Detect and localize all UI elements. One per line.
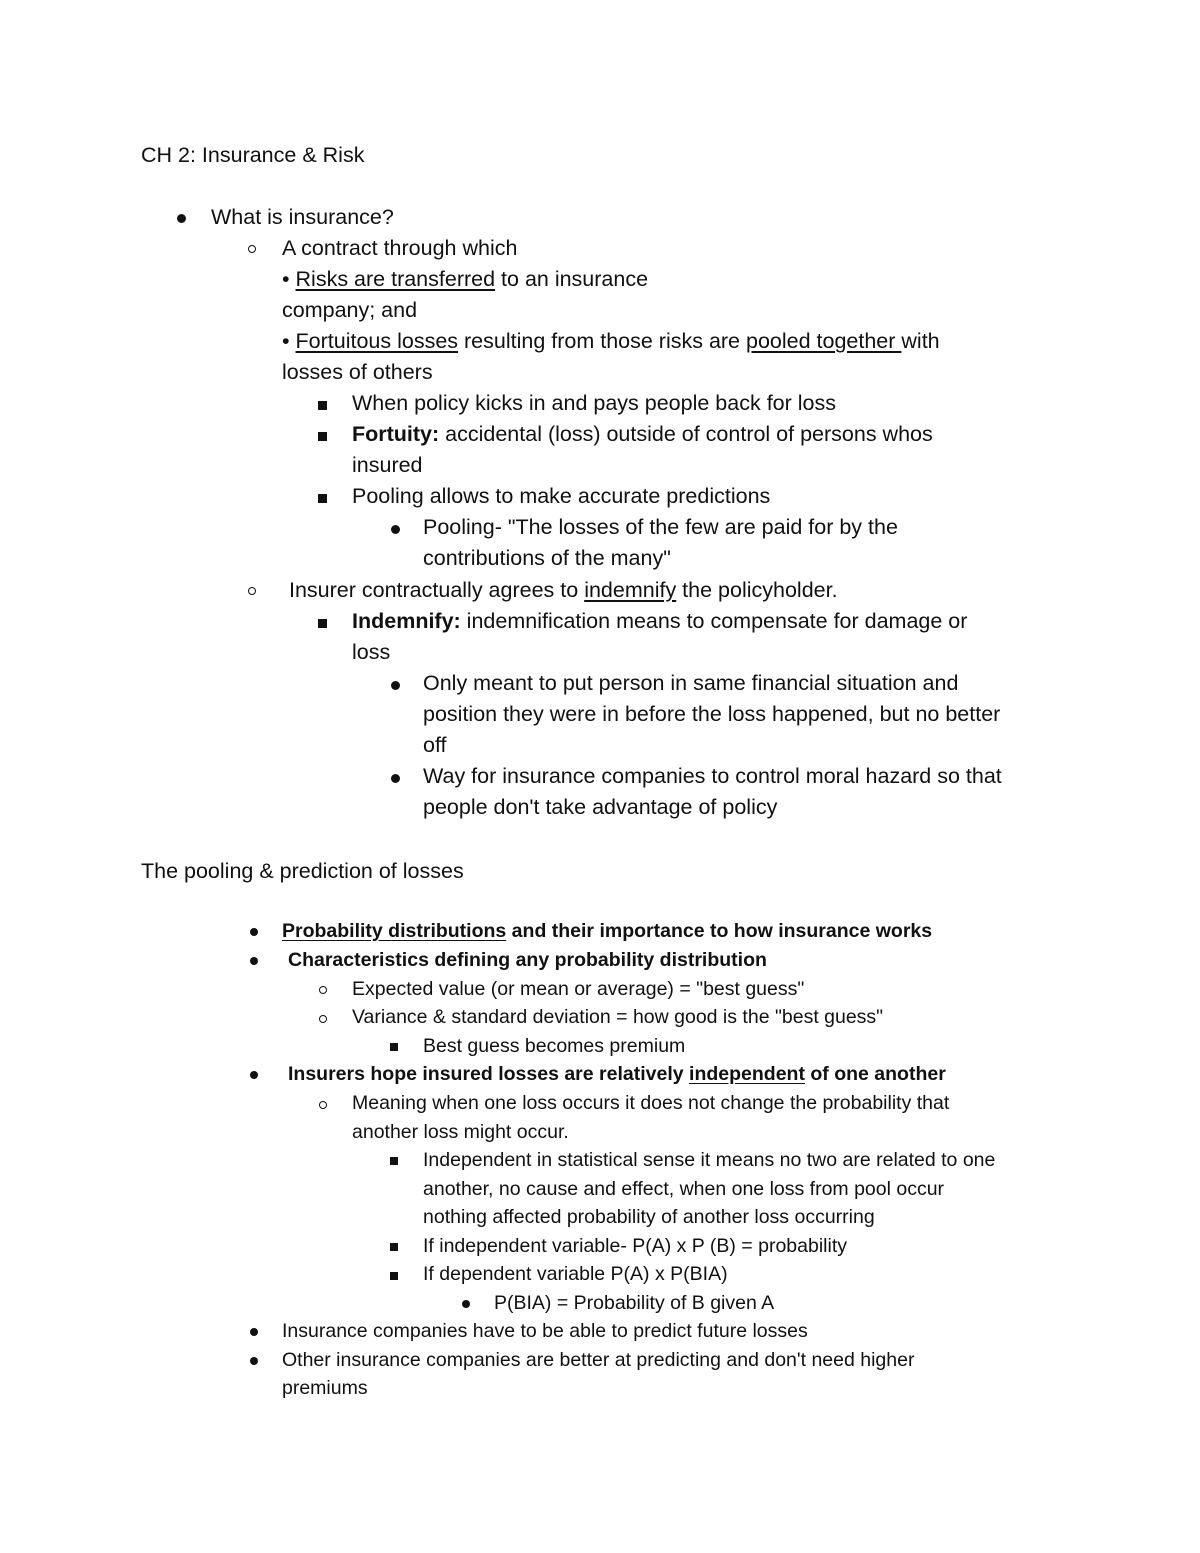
best-guess-item: Best guess becomes premium bbox=[423, 1035, 686, 1057]
only-meant-item-cont: position they were in before the loss happened, but no better bbox=[423, 702, 1001, 726]
indemnify-label: Indemnify: bbox=[352, 609, 461, 633]
bullet-circle-icon bbox=[319, 1015, 327, 1023]
indemnify-term: indemnify bbox=[584, 578, 677, 602]
independent-term: independent bbox=[689, 1063, 805, 1085]
bullet-disc-icon bbox=[177, 214, 186, 223]
bullet-square-icon bbox=[390, 1043, 398, 1051]
only-meant-item: Only meant to put person in same financial situation and bbox=[423, 671, 959, 695]
bullet-disc-icon bbox=[250, 928, 258, 936]
bullet-square-icon bbox=[318, 619, 327, 628]
bullet-disc-icon bbox=[250, 957, 258, 965]
bullet-circle-icon bbox=[319, 1101, 327, 1109]
bullet-disc-icon bbox=[391, 525, 400, 534]
pooling-allows-item: Pooling allows to make accurate predictions bbox=[352, 484, 771, 508]
predict-losses-item: Insurance companies have to be able to predict future losses bbox=[282, 1320, 808, 1342]
if-dependent-item: If dependent variable P(A) x P(BIA) bbox=[423, 1263, 728, 1285]
other-companies-item-cont: premiums bbox=[282, 1377, 368, 1399]
independent-statistical-item: Independent in statistical sense it means no two are related to one bbox=[423, 1149, 996, 1171]
bullet-circle-icon bbox=[248, 245, 256, 253]
if-independent-item: If independent variable- P(A) x P (B) = probability bbox=[423, 1235, 847, 1257]
variance-item: Variance & standard deviation = how good is the "best guess" bbox=[352, 1006, 884, 1028]
section-heading: The pooling & prediction of losses bbox=[141, 859, 464, 883]
fortuity-label: Fortuity: bbox=[352, 422, 440, 446]
bullet-square-icon bbox=[390, 1243, 398, 1251]
only-meant-item-cont: off bbox=[423, 733, 447, 757]
bullet-disc-icon bbox=[250, 1357, 258, 1365]
indemnify-item-cont: loss bbox=[352, 640, 391, 664]
risks-transferred-line: • Risks are transferred to an insurance bbox=[282, 267, 649, 291]
probability-distributions-item: Probability distributions and their importance to how insurance works bbox=[282, 920, 933, 942]
contract-line: A contract through which bbox=[282, 236, 518, 260]
bullet-disc-icon bbox=[250, 1328, 258, 1336]
bullet-square-icon bbox=[318, 432, 327, 441]
pooled-together-term: pooled together bbox=[746, 329, 902, 353]
bullet-square-icon bbox=[318, 494, 327, 503]
bullet-disc-icon bbox=[391, 774, 400, 783]
company-line: company; and bbox=[282, 298, 418, 322]
conditional-probability-item: P(BIA) = Probability of B given A bbox=[494, 1292, 775, 1314]
independent-statistical-item-cont: nothing affected probability of another loss occurring bbox=[423, 1206, 875, 1228]
meaning-item: Meaning when one loss occurs it does not change the probability that bbox=[352, 1092, 950, 1114]
other-companies-item: Other insurance companies are better at predicting and don't need higher bbox=[282, 1349, 915, 1371]
bullet-square-icon bbox=[318, 401, 327, 410]
bullet-disc-icon bbox=[462, 1300, 470, 1308]
fortuitous-losses-term: Fortuitous losses bbox=[295, 329, 459, 353]
pooling-quote-item-cont: contributions of the many" bbox=[423, 546, 671, 570]
meaning-item-cont: another loss might occur. bbox=[352, 1121, 569, 1143]
fortuity-item: Fortuity: accidental (loss) outside of control of persons whos bbox=[352, 422, 933, 446]
bullet-disc-icon bbox=[250, 1071, 258, 1079]
independent-losses-item: Insurers hope insured losses are relatively independent of one another bbox=[288, 1063, 946, 1085]
moral-hazard-item-cont: people don't take advantage of policy bbox=[423, 795, 778, 819]
bullet-disc-icon bbox=[391, 681, 400, 690]
fortuity-item-cont: insured bbox=[352, 453, 423, 477]
losses-of-others-line: losses of others bbox=[282, 360, 433, 384]
policy-kicks-in-item: When policy kicks in and pays people back for loss bbox=[352, 391, 836, 415]
question-what-is-insurance: What is insurance? bbox=[211, 205, 394, 229]
independent-statistical-item-cont: another, no cause and effect, when one loss from pool occur bbox=[423, 1178, 945, 1200]
moral-hazard-item: Way for insurance companies to control moral hazard so that bbox=[423, 764, 1002, 788]
expected-value-item: Expected value (or mean or average) = "best guess" bbox=[352, 978, 805, 1000]
bullet-circle-icon bbox=[248, 587, 256, 595]
fortuitous-losses-line: • Fortuitous losses resulting from those risks are pooled together with bbox=[282, 329, 940, 353]
risks-transferred-term: Risks are transferred bbox=[295, 267, 496, 291]
indemnify-item: Indemnify: indemnification means to compensate for damage or bbox=[352, 609, 968, 633]
page-title: CH 2: Insurance & Risk bbox=[141, 143, 365, 167]
bullet-square-icon bbox=[390, 1272, 398, 1280]
pooling-quote-item: Pooling- "The losses of the few are paid for by the bbox=[423, 515, 898, 539]
bullet-circle-icon bbox=[319, 986, 327, 994]
bullet-square-icon bbox=[390, 1157, 398, 1165]
insurer-indemnify-line: Insurer contractually agrees to indemnify the policyholder. bbox=[289, 578, 838, 602]
probability-distributions-term: Probability distributions bbox=[282, 920, 507, 942]
characteristics-item: Characteristics defining any probability distribution bbox=[288, 949, 767, 971]
